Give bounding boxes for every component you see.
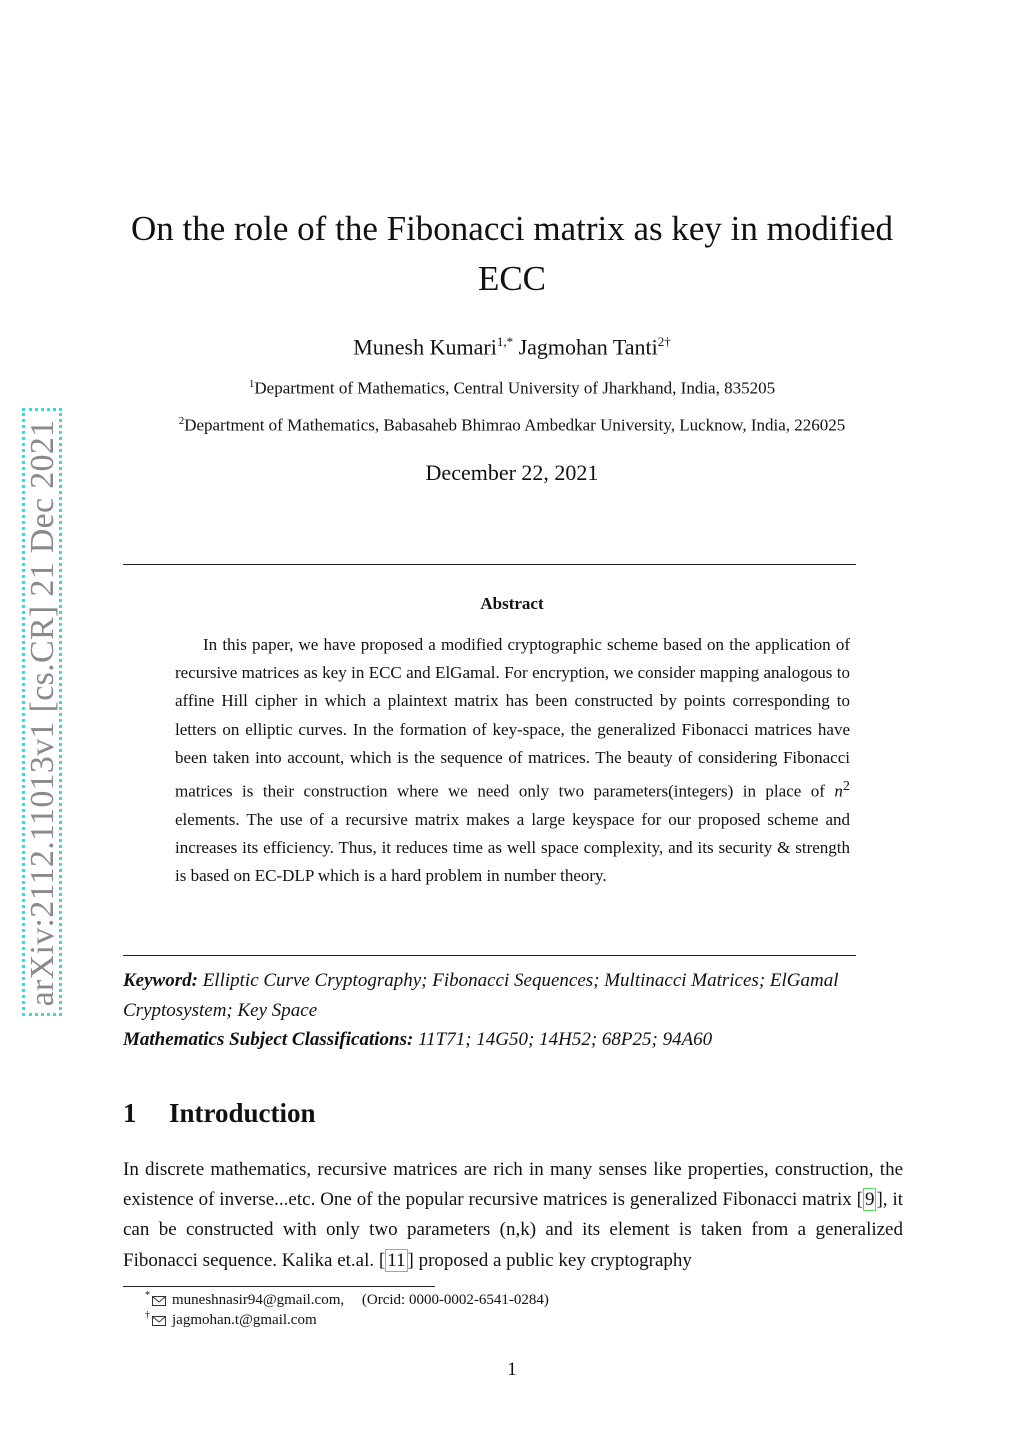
citation-link[interactable]: 9 [864, 1189, 875, 1211]
abstract-heading: Abstract [480, 594, 544, 613]
section-number: 1 [123, 1098, 137, 1128]
page-number: 1 [507, 1359, 517, 1380]
envelope-icon [152, 1296, 166, 1306]
section-heading [123, 1098, 316, 1129]
footnote-2: † jagmohan.t@gmail.com [145, 1310, 317, 1328]
msc-text: 11T71; 14G50; 14H52; 68P25; 94A60 [418, 1029, 713, 1050]
author-1: Munesh Kumari [353, 334, 497, 360]
abstract-bottom-rule [123, 955, 856, 956]
footnote-orcid: (Orcid: 0000-0002-6541-0284) [361, 1292, 549, 1308]
msc-label: Mathematics Subject Classifications: [123, 1029, 414, 1050]
msc [123, 1025, 913, 1055]
affiliation-1: $^1$Department of Mathematics, Central University of Jharkhand, India, 835205 [248, 378, 776, 398]
keywords-text: Elliptic Curve Cryptography; Fibonacci Sequences; Multinacci Matrices; ElGamal Cryptosystem; Key Space [123, 970, 839, 1021]
abstract-top-rule [123, 564, 856, 565]
affiliation-2: $^2$Department of Mathematics, Babasaheb Bhimrao Ambedkar University, Lucknow, India, 226025 [178, 415, 846, 435]
footnote-1: * muneshnasir94@gmail.com, (Orcid: 0000-0002-6541-0284) [145, 1290, 549, 1308]
arxiv-stamp[interactable]: arXiv:2112.11013v1 [cs.CR] 21 Dec 2021 [24, 419, 61, 1007]
keywords [123, 966, 913, 1026]
section-title: Introduction [169, 1098, 316, 1128]
abstract-body: In this paper, we have proposed a modified cryptographic scheme based on the application of recursive matrices as key in ECC and ElGamal. For encryption, we consider mapping analogous to affine Hill cipher in which a plaintext matrix has been constructed by points corresponding to letters on elliptic curves. In the formation of key-space, the generalized Fibonacci matrices have been taken into account, which is the sequence of matrices. The beauty of considering Fibonacci matrices is their construction where we need only two parameters(integers) in place of $n^2$ elements. The use of a recursive matrix makes a large keyspace for our proposed scheme and increases its efficiency. Thus, it reduces time as well space complexity, and its security & strength is based on EC-DLP which is a hard problem in number theory. [175, 635, 850, 886]
math-n: n [834, 781, 843, 801]
keywords-label: Keyword: [123, 970, 198, 991]
paper-title: On the role of the Fibonacci matrix as key in modified ECC [130, 209, 894, 298]
footnote-email[interactable]: jagmohan.t@gmail.com [172, 1312, 317, 1328]
footnote-rule [123, 1286, 435, 1287]
author-1-mark: 1,* [496, 334, 514, 349]
footnote-email[interactable]: muneshnasir94@gmail.com, [172, 1292, 345, 1308]
authors [0, 334, 1024, 360]
intro-paragraph: In discrete mathematics, recursive matrices are rich in many senses like properties, construction, the existence of inverse...etc. One of the popular recursive matrices is generalized Fibonacci matrix [ 9 ], it can be constructed with only two parameters (n,k) and its element is taken from a generalized Fibonacci sequence. Kalika et.al. [ 11 ] proposed a public key cryptography [123, 1159, 903, 1271]
author-2-mark: 2† [657, 334, 671, 349]
author-2: Jagmohan Tanti [518, 334, 658, 360]
envelope-icon [152, 1316, 166, 1326]
citation-link[interactable]: 11 [387, 1249, 406, 1271]
paper-date: December 22, 2021 [425, 460, 599, 485]
math-exponent: 2 [842, 778, 850, 795]
